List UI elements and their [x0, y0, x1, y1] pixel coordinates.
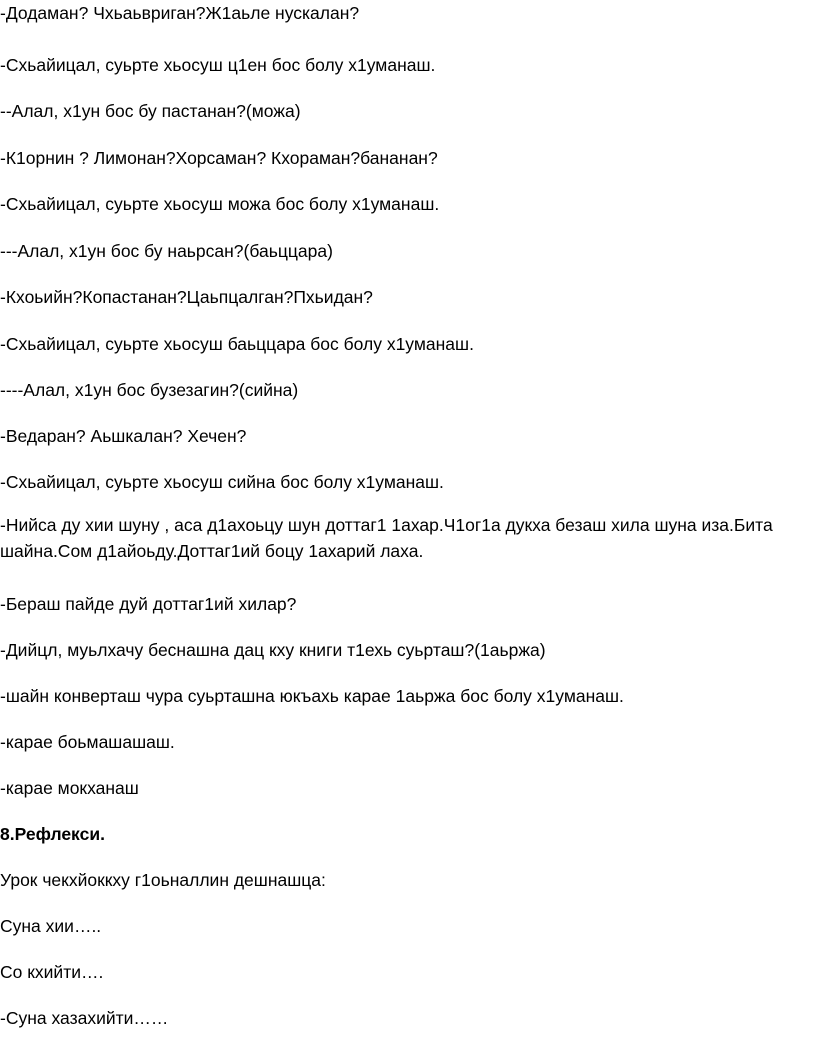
text-line: -Кхоьийн?Копастанан?Цаьпцалган?Пхьидан? [0, 287, 373, 307]
text-line: -Схьайицал, суьрте хьосуш сийна бос болу х1уманаш. [0, 472, 444, 492]
text-line: -Схьайицал, суьрте хьосуш можа бос болу х1уманаш. [0, 194, 440, 214]
text-paragraph: -Нийса ду хии шуну , аса д1ахоьцу шун доттаг1 1ахар.Ч1ог1а дукха безаш хила шуна иза.Бита шайна.Сом д1айоьду.Доттаг1ий боцу 1ахарий лаха. [0, 515, 773, 561]
text-line: -карае боьмашашаш. [0, 732, 175, 752]
text-line: -К1орнин ? Лимонан?Хорсаман? Кхораман?бананан? [0, 148, 438, 168]
text-line: Суна хии….. [0, 916, 102, 936]
text-line: Со кхийти…. [0, 962, 104, 982]
text-line: ----Алал, х1ун бос бузезагин?(сийна) [0, 380, 299, 400]
section-heading: 8.Рефлекси. [0, 824, 105, 844]
text-line: -Схьайицал, суьрте хьосуш баьццара бос болу х1уманаш. [0, 334, 474, 354]
text-line: -Бераш пайде дуй доттаг1ий хилар? [0, 594, 297, 614]
text-line: ---Алал, х1ун бос бу наьрсан?(баьццара) [0, 241, 333, 261]
text-line: -карае мокханаш [0, 778, 139, 798]
text-line: --Алал, х1ун бос бу пастанан?(можа) [0, 101, 301, 121]
text-line: -Схьайицал, суьрте хьосуш ц1ен бос болу х1уманаш. [0, 55, 436, 75]
text-line: -Ведаран? Аьшкалан? Хечен? [0, 426, 247, 446]
text-line: -шайн конверташ чура суьрташна юкъахь карае 1аьржа бос болу х1уманаш. [0, 686, 624, 706]
text-line: -Дийцл, муьлхачу беснашна дац кху книги т1ехь суьрташ?(1аьржа) [0, 640, 546, 660]
text-line: -Додаман? Чхьаьвриган?Ж1аьле нускалан? [0, 3, 360, 23]
text-line: Урок чекхйоккху г1оьналлин дешнашца: [0, 870, 326, 890]
text-line: -Суна хазахийти…… [0, 1008, 169, 1028]
